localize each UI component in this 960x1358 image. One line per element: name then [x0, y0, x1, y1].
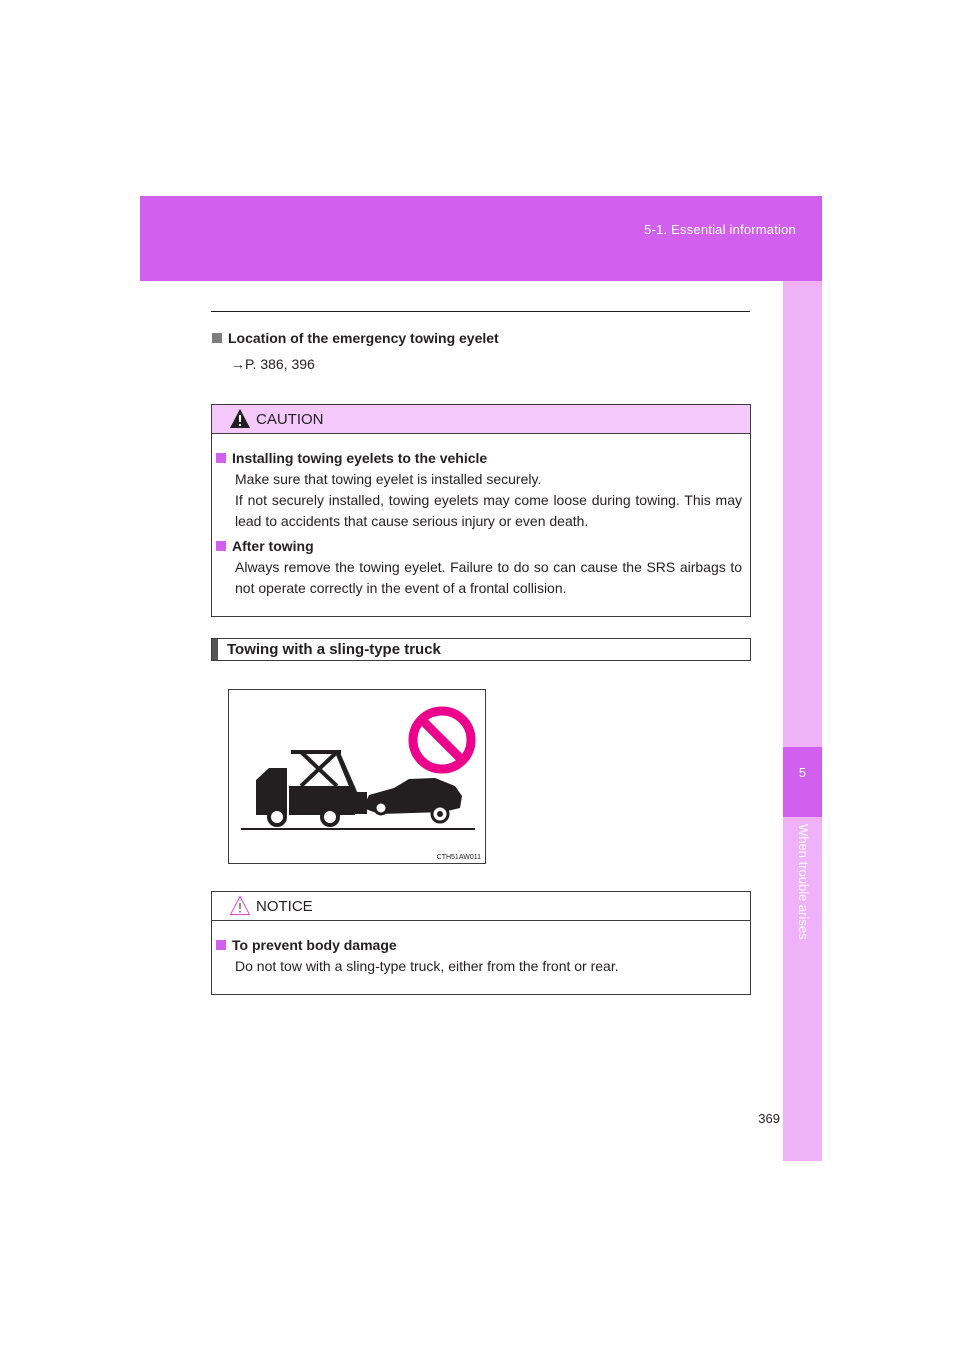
notice-box — [211, 891, 751, 995]
section-marker — [212, 639, 218, 660]
caution-body — [212, 434, 750, 617]
caution-item-text — [235, 557, 742, 599]
square-bullet-icon — [216, 541, 226, 551]
sling-tow-illustration — [228, 689, 486, 864]
figure-code: CTH51AW011 — [436, 854, 481, 861]
caution-box — [211, 404, 751, 617]
notice-item-title — [216, 935, 742, 956]
caution-title: CAUTION — [256, 411, 324, 428]
location-heading-text: Location of the emergency towing eyelet — [228, 330, 499, 346]
square-bullet-icon — [216, 453, 226, 463]
caution-header — [212, 405, 750, 434]
caution-line: If not securely installed, towing eyelets may come loose during towing. This may lead to accidents that cause serious injury or even death. — [235, 492, 742, 529]
section-header: 5-1. Essential information — [644, 222, 796, 237]
caution-item-title-text: Installing towing eyelets to the vehicle — [232, 450, 488, 466]
notice-header — [212, 892, 750, 921]
page-number: 369 — [758, 1111, 780, 1126]
warning-triangle-icon — [229, 408, 251, 429]
square-bullet-icon — [212, 333, 222, 343]
caution-item-title-text: After towing — [232, 538, 314, 554]
side-strip — [783, 281, 822, 1161]
notice-triangle-icon — [229, 895, 251, 916]
chapter-label-container — [783, 824, 822, 964]
chapter-tab[interactable] — [783, 747, 822, 817]
caution-line: Always remove the towing eyelet. Failure to do so can cause the SRS airbags to not operate correctly in the event of a frontal collision. — [235, 559, 742, 596]
section-heading — [211, 638, 751, 661]
page-reference-link[interactable]: →P. 386, 396 — [231, 356, 315, 372]
notice-line: Do not tow with a sling-type truck, either from the front or rear. — [235, 958, 619, 974]
caution-line: Make sure that towing eyelet is installed securely. — [235, 471, 542, 487]
caution-item-text — [235, 469, 742, 532]
notice-item-text — [235, 956, 742, 977]
notice-title: NOTICE — [256, 898, 313, 915]
prohibited-sling-tow-icon — [229, 690, 485, 863]
chapter-number: 5 — [798, 765, 807, 780]
location-heading — [212, 330, 499, 346]
notice-item-title-text: To prevent body damage — [232, 937, 397, 953]
notice-body — [212, 921, 750, 995]
section-title: Towing with a sling-type truck — [227, 641, 441, 658]
square-bullet-icon — [216, 940, 226, 950]
caution-item-title — [216, 536, 742, 557]
caution-item-title — [216, 448, 742, 469]
header-band — [140, 196, 822, 281]
chapter-label: When trouble arises — [795, 824, 811, 940]
top-rule — [211, 311, 750, 312]
